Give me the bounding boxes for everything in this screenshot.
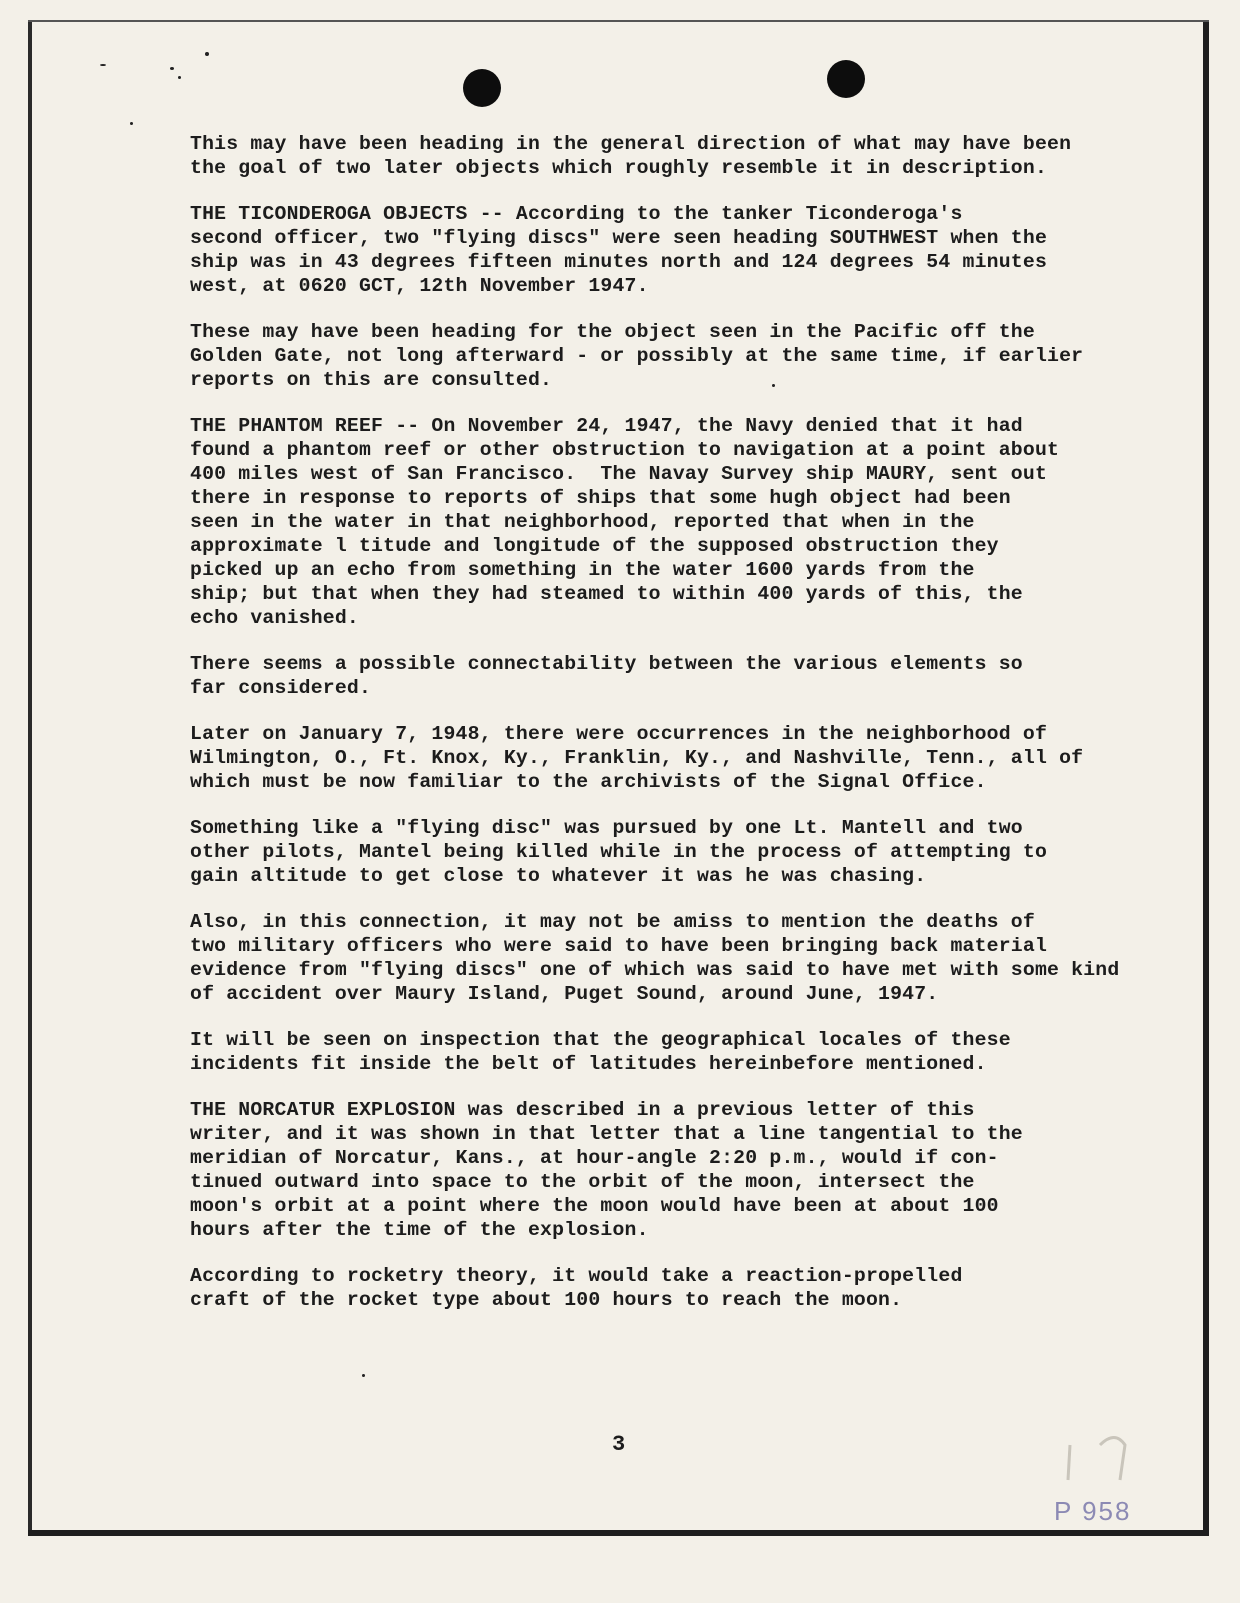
text-line: the goal of two later objects which roughly resemble it in description. [190,157,1048,179]
punch-hole-right [827,60,865,98]
text-line: Wilmington, O., Ft. Knox, Ky., Franklin, Ky., and Nashville, Tenn., all of [190,747,1084,769]
text-line: meridian of Norcatur, Kans., at hour-angle 2:20 p.m., would if con- [190,1147,999,1169]
text-line: tinued outward into space to the orbit of the moon, intersect the [190,1171,975,1193]
ink-speck [130,122,133,125]
ink-speck [100,64,106,66]
paragraph [190,1098,1120,1242]
text-line: THE TICONDEROGA OBJECTS -- According to the tanker Ticonderoga's [190,203,963,225]
paragraph [190,722,1120,794]
ink-speck [178,76,181,79]
ink-speck [362,1374,365,1377]
text-line: of accident over Maury Island, Puget Sound, around June, 1947. [190,983,939,1005]
letter-body [190,132,1120,1334]
page-border-bottom [28,1530,1209,1536]
text-line: writer, and it was shown in that letter that a line tangential to the [190,1123,1023,1145]
text-line: gain altitude to get close to whatever it was he was chasing. [190,865,927,887]
text-line: hours after the time of the explosion. [190,1219,649,1241]
ink-speck [170,67,174,70]
paragraph [190,1264,1120,1312]
text-line: picked up an echo from something in the water 1600 yards from the [190,559,975,581]
text-line: there in response to reports of ships that some hugh object had been [190,487,1011,509]
text-line: Also, in this connection, it may not be amiss to mention the deaths of [190,911,1035,933]
paragraph [190,1028,1120,1076]
text-line: other pilots, Mantel being killed while in the process of attempting to [190,841,1048,863]
text-line: incidents fit inside the belt of latitudes hereinbefore mentioned. [190,1053,987,1075]
text-line: approximate l titude and longitude of the supposed obstruction they [190,535,999,557]
text-line: These may have been heading for the object seen in the Pacific off the [190,321,1035,343]
text-line: It will be seen on inspection that the geographical locales of these [190,1029,1011,1051]
punch-hole-left [463,69,501,107]
paragraph [190,414,1120,630]
text-line: THE NORCATUR EXPLOSION was described in a previous letter of this [190,1099,975,1121]
page-border-top [28,20,1209,22]
paragraph [190,202,1120,298]
archive-stamp: P 958 [1054,1496,1132,1526]
ink-speck [205,52,209,56]
text-line: seen in the water in that neighborhood, reported that when in the [190,511,975,533]
text-line: ship; but that when they had steamed to within 400 yards of this, the [190,583,1023,605]
page-border-right [1203,22,1209,1534]
text-line: two military officers who were said to have been bringing back material [190,935,1048,957]
paragraph [190,132,1120,180]
paragraph [190,652,1120,700]
text-line: Something like a "flying disc" was pursued by one Lt. Mantell and two [190,817,1023,839]
paragraph [190,910,1120,1006]
page-number: 3 [612,1432,626,1457]
text-line: west, at 0620 GCT, 12th November 1947. [190,275,649,297]
paragraph [190,816,1120,888]
paragraph [190,320,1120,392]
text-line: craft of the rocket type about 100 hours to reach the moon. [190,1289,903,1311]
page-border-left [28,22,32,1534]
text-line: Later on January 7, 1948, there were occurrences in the neighborhood of [190,723,1048,745]
text-line: THE PHANTOM REEF -- On November 24, 1947, the Navy denied that it had [190,415,1023,437]
text-line: moon's orbit at a point where the moon would have been at about 100 [190,1195,999,1217]
text-line: echo vanished. [190,607,359,629]
text-line: This may have been heading in the general direction of what may have been [190,133,1072,155]
text-line: ship was in 43 degrees fifteen minutes north and 124 degrees 54 minutes [190,251,1048,273]
text-line: found a phantom reef or other obstruction to navigation at a point about [190,439,1060,461]
text-line: Golden Gate, not long afterward - or possibly at the same time, if earlier [190,345,1084,367]
faint-handwritten-mark [1060,1425,1140,1485]
text-line: There seems a possible connectability between the various elements so [190,653,1023,675]
text-line: second officer, two "flying discs" were seen heading SOUTHWEST when the [190,227,1048,249]
text-line: evidence from "flying discs" one of which was said to have met with some kind [190,959,1120,981]
text-line: far considered. [190,677,372,699]
text-line: 400 miles west of San Francisco. The Navay Survey ship MAURY, sent out [190,463,1048,485]
text-line: According to rocketry theory, it would take a reaction-propelled [190,1265,963,1287]
text-line: reports on this are consulted. [190,369,553,391]
text-line: which must be now familiar to the archivists of the Signal Office. [190,771,987,793]
